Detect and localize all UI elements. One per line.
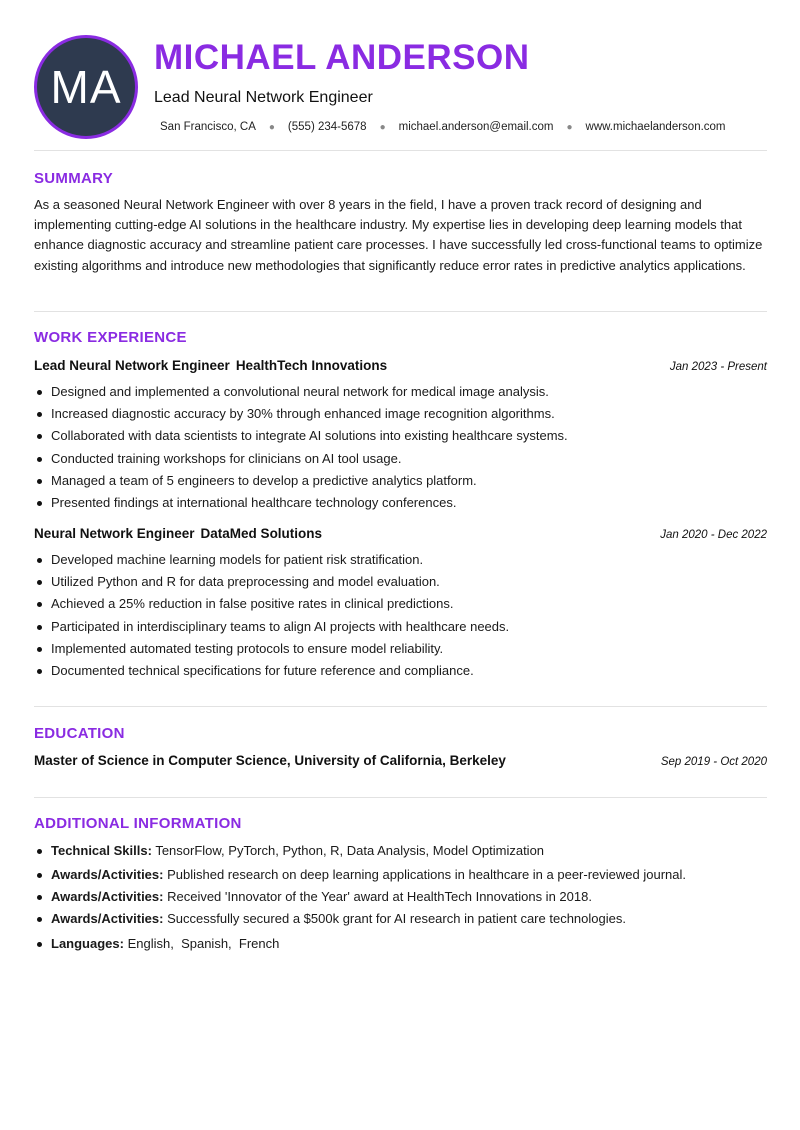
info-label: Awards/Activities: [51, 889, 164, 905]
job-header [34, 358, 767, 373]
contact-email[interactable]: michael.anderson@email.com [398, 121, 554, 133]
list-item [34, 864, 686, 886]
summary-text: As a seasoned Neural Network Engineer with over 8 years in the field, I have a proven track record of designing and implementing cutting-edge AI solutions in the healthcare industry. My expertise lies in developing deep learning models that enhance diagnostic accuracy and streamline patient care processes. I have successfully led cross-functional teams to optimize existing algorithms and introduce new methodologies that significantly reduce error rates in predictive analytics applications. [34, 197, 763, 273]
job-header [34, 526, 767, 541]
list-item: Documented technical specifications for future reference and compliance. [34, 660, 509, 682]
header-divider [34, 150, 767, 151]
contact-website[interactable]: www.michaelanderson.com [585, 121, 726, 133]
job-role: Lead Neural Network Engineer [34, 358, 230, 373]
list-item: Developed machine learning models for patient risk stratification. [34, 549, 509, 571]
job-bullets [34, 549, 509, 682]
candidate-name: MICHAEL ANDERSON [154, 38, 530, 77]
list-item: Increased diagnostic accuracy by 30% through enhanced image recognition algorithms. [34, 403, 568, 425]
list-item: Managed a team of 5 engineers to develop a predictive analytics platform. [34, 470, 568, 492]
section-divider [34, 706, 767, 707]
list-item [34, 908, 686, 933]
education-degree: Master of Science in Computer Science, University of California, Berkeley [34, 753, 506, 768]
experience-heading: WORK EXPERIENCE [34, 329, 187, 346]
info-value: Published research on deep learning applications in healthcare in a peer-reviewed journal. [167, 867, 686, 882]
list-item: Collaborated with data scientists to integrate AI solutions into existing healthcare systems. [34, 425, 568, 447]
avatar [34, 35, 138, 139]
job-company: HealthTech Innovations [235, 358, 388, 373]
list-item [34, 886, 686, 908]
info-label: Awards/Activities: [51, 867, 164, 882]
dot-separator-icon: ● [566, 121, 573, 133]
info-value: TensorFlow, PyTorch, Python, R, Data Analysis, Model Optimization [155, 843, 545, 858]
job-role-line [34, 526, 322, 541]
additional-heading: ADDITIONAL INFORMATION [34, 815, 242, 832]
dot-separator-icon: ● [268, 121, 275, 133]
dot-separator-icon: ● [379, 121, 386, 133]
job-bullets [34, 381, 568, 514]
candidate-title: Lead Neural Network Engineer [154, 89, 373, 106]
job-company: DataMed Solutions [200, 526, 323, 541]
list-item [34, 840, 686, 864]
contact-phone[interactable]: (555) 234-5678 [287, 121, 367, 133]
info-value: Successfully secured a $500k grant for AI research in patient care technologies. [167, 911, 626, 927]
list-item: Conducted training workshops for clinicians on AI tool usage. [34, 448, 568, 470]
job-dates: Jan 2023 - Present [669, 361, 767, 373]
education-heading: EDUCATION [34, 725, 125, 742]
list-item: Presented findings at international healthcare technology conferences. [34, 492, 568, 514]
contact-location: San Francisco, CA [160, 121, 256, 133]
job-role: Neural Network Engineer [34, 526, 195, 541]
list-item [34, 933, 686, 955]
list-item: Designed and implemented a convolutional neural network for medical image analysis. [34, 381, 568, 403]
section-divider [34, 311, 767, 312]
list-item: Participated in interdisciplinary teams to align AI projects with healthcare needs. [34, 616, 509, 638]
summary-heading: SUMMARY [34, 170, 114, 187]
info-label: Technical Skills: [51, 843, 152, 858]
section-divider [34, 797, 767, 798]
list-item: Utilized Python and R for data preprocessing and model evaluation. [34, 571, 509, 593]
info-label: Languages: [51, 936, 124, 952]
education-entry [34, 753, 767, 768]
info-value: English, Spanish, French [127, 936, 280, 952]
list-item: Achieved a 25% reduction in false positive rates in clinical predictions. [34, 593, 509, 615]
info-label: Awards/Activities: [51, 911, 164, 927]
job-dates: Jan 2020 - Dec 2022 [660, 529, 767, 541]
contact-bar [160, 121, 726, 133]
info-value: Received 'Innovator of the Year' award at HealthTech Innovations in 2018. [167, 889, 592, 905]
avatar-initials: MA [50, 61, 122, 113]
job-role-line [34, 358, 387, 373]
additional-list [34, 840, 686, 956]
education-dates: Sep 2019 - Oct 2020 [660, 756, 767, 768]
list-item: Implemented automated testing protocols to ensure model reliability. [34, 638, 509, 660]
